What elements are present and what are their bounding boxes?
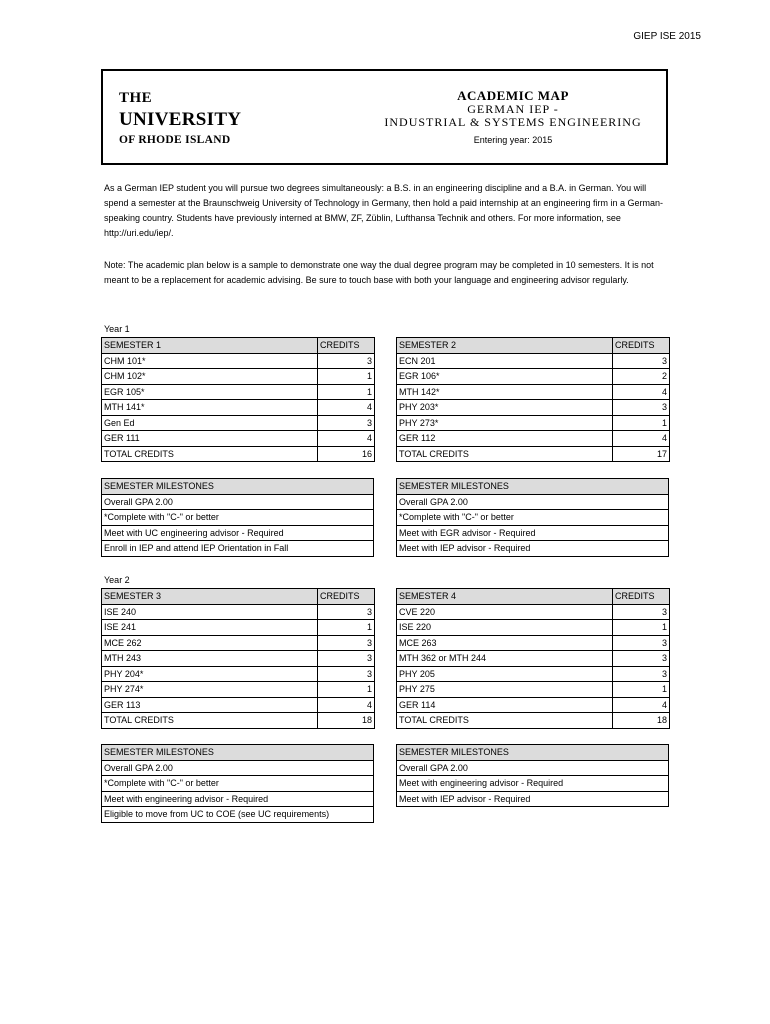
table-row (397, 635, 670, 651)
document-title (383, 89, 643, 146)
total-label: TOTAL CREDITS (102, 713, 318, 729)
credits-cell: 4 (318, 400, 375, 416)
semester-4-table (396, 588, 670, 729)
semester-2-milestones (396, 478, 669, 557)
semester-title: SEMESTER 4 (397, 589, 613, 605)
milestone-item: Enroll in IEP and attend IEP Orientation in Fall (102, 541, 374, 557)
milestone-item: *Complete with "C-" or better (102, 776, 374, 792)
table-row (102, 369, 375, 385)
course-cell: GER 111 (102, 431, 318, 447)
credits-cell: 3 (613, 604, 670, 620)
credits-cell: 1 (613, 682, 670, 698)
course-cell: GER 114 (397, 697, 613, 713)
table-row (102, 431, 375, 447)
course-cell: PHY 204* (102, 666, 318, 682)
table-row (102, 666, 375, 682)
credits-cell: 4 (613, 384, 670, 400)
semester-4-milestones (396, 744, 669, 807)
semester-1-table (101, 337, 375, 462)
document-id: GIEP ISE 2015 (633, 31, 701, 42)
credits-cell: 3 (318, 415, 375, 431)
table-row (102, 651, 375, 667)
milestone-item: Overall GPA 2.00 (397, 760, 669, 776)
course-cell: MTH 141* (102, 400, 318, 416)
course-cell: GER 112 (397, 431, 613, 447)
table-row (102, 620, 375, 636)
course-cell: CHM 102* (102, 369, 318, 385)
course-cell: ISE 220 (397, 620, 613, 636)
table-row (102, 415, 375, 431)
table-row (102, 400, 375, 416)
course-cell: MTH 362 or MTH 244 (397, 651, 613, 667)
course-cell: MCE 263 (397, 635, 613, 651)
milestone-item: Meet with IEP advisor - Required (397, 541, 669, 557)
total-credits: 17 (613, 446, 670, 462)
university-logo (119, 91, 241, 147)
table-row (397, 620, 670, 636)
milestone-item: *Complete with "C-" or better (102, 510, 374, 526)
table-row (397, 369, 670, 385)
semester-title: SEMESTER 3 (102, 589, 318, 605)
title-box (101, 69, 668, 165)
course-cell: GER 113 (102, 697, 318, 713)
total-label: TOTAL CREDITS (102, 446, 318, 462)
credits-cell: 3 (613, 666, 670, 682)
credits-cell: 3 (318, 666, 375, 682)
entering-year: Entering year: 2015 (473, 134, 553, 145)
total-credits: 16 (318, 446, 375, 462)
credits-cell: 3 (318, 353, 375, 369)
course-cell: MCE 262 (102, 635, 318, 651)
table-row (397, 651, 670, 667)
credits-cell: 3 (613, 635, 670, 651)
credits-cell: 4 (613, 431, 670, 447)
milestone-item: Eligible to move from UC to COE (see UC requirements) (102, 807, 374, 823)
course-cell: EGR 105* (102, 384, 318, 400)
credits-cell: 1 (318, 682, 375, 698)
credits-cell: 3 (613, 651, 670, 667)
course-cell: ISE 241 (102, 620, 318, 636)
course-cell: PHY 273* (397, 415, 613, 431)
credits-cell: 1 (318, 384, 375, 400)
milestone-item: *Complete with "C-" or better (397, 510, 669, 526)
course-cell: ISE 240 (102, 604, 318, 620)
credits-header: CREDITS (318, 338, 375, 354)
table-row (397, 384, 670, 400)
table-row (397, 353, 670, 369)
credits-cell: 3 (318, 651, 375, 667)
milestones-title: SEMESTER MILESTONES (397, 745, 669, 761)
year-2-label: Year 2 (104, 575, 130, 585)
title-line-2: GERMAN IEP - (467, 102, 559, 117)
credits-header: CREDITS (613, 589, 670, 605)
milestone-item: Meet with engineering advisor - Required (397, 776, 669, 792)
table-row (102, 697, 375, 713)
table-row (397, 604, 670, 620)
total-row (397, 446, 670, 462)
credits-cell: 3 (318, 635, 375, 651)
credits-cell: 1 (613, 415, 670, 431)
course-cell: MTH 142* (397, 384, 613, 400)
credits-header: CREDITS (318, 589, 375, 605)
total-label: TOTAL CREDITS (397, 446, 613, 462)
table-row (102, 635, 375, 651)
course-cell: Gen Ed (102, 415, 318, 431)
credits-cell: 1 (318, 369, 375, 385)
title-line-3: INDUSTRIAL & SYSTEMS ENGINEERING (384, 115, 642, 130)
credits-cell: 1 (613, 620, 670, 636)
credits-cell: 4 (318, 431, 375, 447)
logo-line-2: UNIVERSITY (119, 109, 242, 130)
course-cell: PHY 275 (397, 682, 613, 698)
credits-cell: 3 (318, 604, 375, 620)
table-row (102, 353, 375, 369)
total-row (397, 713, 670, 729)
credits-cell: 4 (613, 697, 670, 713)
milestone-item: Meet with UC engineering advisor - Required (102, 525, 374, 541)
table-row (397, 666, 670, 682)
course-cell: PHY 203* (397, 400, 613, 416)
table-row (397, 697, 670, 713)
credits-cell: 2 (613, 369, 670, 385)
note-paragraph: Note: The academic plan below is a sample to demonstrate one way the dual degree program may be completed in 10 semesters. It is not meant to be a replacement for academic advising. Be sure to touch base with both your language and engineering advisor regularly. (104, 260, 654, 285)
milestones-title: SEMESTER MILESTONES (397, 479, 669, 495)
semester-2-table (396, 337, 670, 462)
credits-cell: 4 (318, 697, 375, 713)
table-row (102, 682, 375, 698)
semester-title: SEMESTER 2 (397, 338, 613, 354)
table-row (102, 384, 375, 400)
course-cell: PHY 274* (102, 682, 318, 698)
table-row (397, 400, 670, 416)
year-1-label: Year 1 (104, 324, 130, 334)
semester-1-milestones (101, 478, 374, 557)
table-row (102, 604, 375, 620)
semester-3-milestones (101, 744, 374, 823)
milestone-item: Meet with IEP advisor - Required (397, 791, 669, 807)
title-line-1: ACADEMIC MAP (457, 88, 569, 103)
table-row (397, 415, 670, 431)
credits-header: CREDITS (613, 338, 670, 354)
logo-line-3: OF RHODE ISLAND (119, 134, 231, 146)
total-label: TOTAL CREDITS (397, 713, 613, 729)
milestone-item: Overall GPA 2.00 (102, 494, 374, 510)
milestone-item: Overall GPA 2.00 (397, 494, 669, 510)
course-cell: MTH 243 (102, 651, 318, 667)
course-cell: CHM 101* (102, 353, 318, 369)
table-row (397, 431, 670, 447)
credits-cell: 3 (613, 400, 670, 416)
logo-line-1: THE (119, 90, 153, 106)
semester-3-table (101, 588, 375, 729)
table-row (397, 682, 670, 698)
milestones-title: SEMESTER MILESTONES (102, 745, 374, 761)
semester-title: SEMESTER 1 (102, 338, 318, 354)
credits-cell: 1 (318, 620, 375, 636)
course-cell: EGR 106* (397, 369, 613, 385)
total-credits: 18 (318, 713, 375, 729)
course-cell: ECN 201 (397, 353, 613, 369)
total-credits: 18 (613, 713, 670, 729)
total-row (102, 713, 375, 729)
credits-cell: 3 (613, 353, 670, 369)
course-cell: PHY 205 (397, 666, 613, 682)
course-cell: CVE 220 (397, 604, 613, 620)
intro-paragraph: As a German IEP student you will pursue two degrees simultaneously: a B.S. in an engineering discipline and a B.A. in German. You will spend a semester at the Braunschweig University of Technology in Germany, then hold a paid internship at an engineering firm in a German-speaking country. Students have previously interned at BMW, ZF, Züblin, Lufthansa Technik and others. For more information, see http://uri.edu/iep/. (104, 183, 663, 238)
milestone-item: Meet with engineering advisor - Required (102, 791, 374, 807)
total-row (102, 446, 375, 462)
milestone-item: Meet with EGR advisor - Required (397, 525, 669, 541)
milestone-item: Overall GPA 2.00 (102, 760, 374, 776)
milestones-title: SEMESTER MILESTONES (102, 479, 374, 495)
